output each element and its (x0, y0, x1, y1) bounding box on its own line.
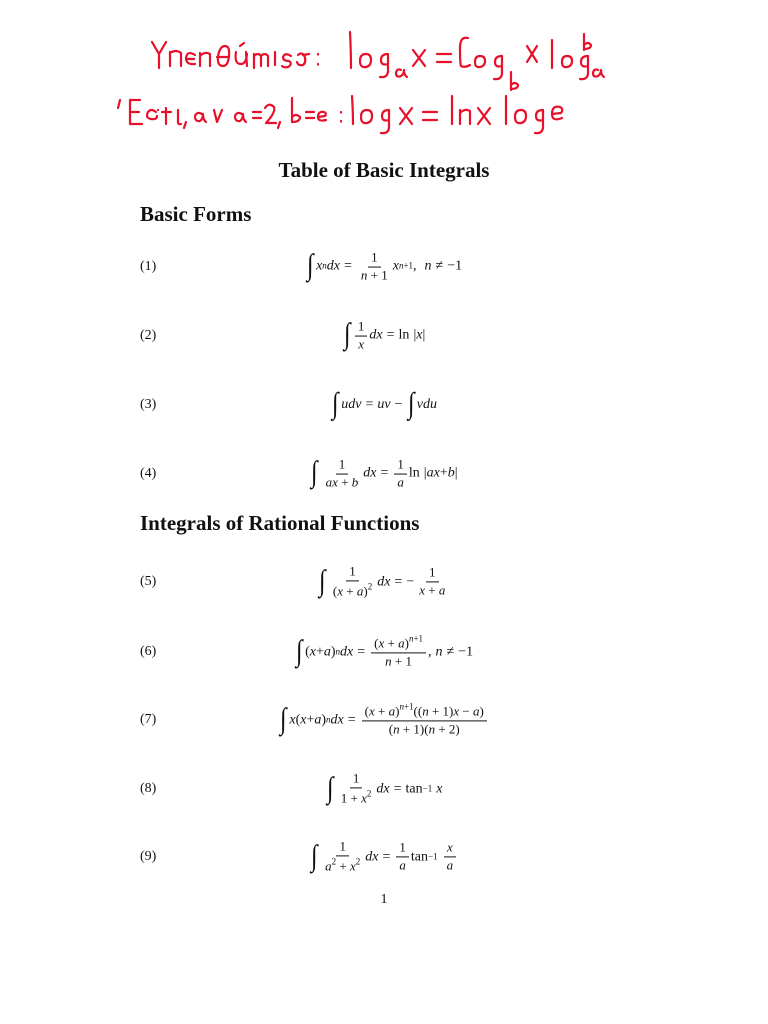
equation-row (0, 375, 768, 435)
equation-formula: ∫ x $^n$ dx = $\frac{1}{n + 1}$ x $^{n +1}$ , n ≠ −1 (306, 249, 463, 283)
equation-formula: ∫ $\frac{1}{ax + b}$ dx = $\frac{1}{a}$ ln | ax + b | (311, 456, 458, 490)
equation-formula: ∫ $\frac{1}{x}$ dx = ln | x | (343, 318, 426, 352)
equation-number: (3) (140, 397, 157, 412)
equation-number: (7) (140, 712, 157, 727)
equation-row (0, 622, 768, 682)
equation-number: (6) (140, 644, 157, 659)
equation-number: (5) (140, 574, 157, 589)
equation-number: (9) (140, 849, 157, 864)
handwritten-note (0, 0, 768, 150)
equation-row (0, 759, 768, 819)
equation-formula: ∫ $\frac{1}{a^2 + x^2}$ dx = $\frac{1}{a}$ tan $^{-1}$ $\frac{x}{a}$ (0, 839, 768, 874)
equation-row (0, 552, 768, 612)
equation-row (0, 690, 768, 750)
equation-formula: ∫ ( x + a ) $^n$ dx = $\frac{(x + a)^{n+1}}{n + 1}$ , n ≠ −1 (295, 633, 474, 669)
handwritten-note-drawing (0, 0, 768, 150)
equation-row (0, 827, 768, 887)
equation-formula: ∫ udv = uv − ∫ vdu (331, 387, 437, 420)
equation-number: (4) (140, 466, 157, 481)
equation-formula: ∫ $\frac{1}{(x + a)^2}$ dx = − $\frac{1}{x + a}$ (318, 563, 446, 599)
equation-number: (8) (140, 781, 157, 796)
equation-number: (1) (140, 259, 157, 274)
equation-number: (2) (140, 328, 157, 343)
page-number: 1 (380, 892, 388, 907)
section-heading-basic-forms: Basic Forms (140, 202, 252, 226)
equation-formula: ∫ $\frac{1}{1 + x^2}$ dx = tan $^{-1}$ x (326, 770, 443, 806)
section-heading-rational-functions: Integrals of Rational Functions (140, 511, 420, 535)
document-title: Table of Basic Integrals (278, 158, 490, 182)
equation-row (0, 306, 768, 366)
equation-formula: ∫ x ( x + a ) $^n$ dx = $\frac{(x + a)^{n+1}((n + 1)x - a)}{(n + 1)(n + 2)}$ (0, 702, 768, 737)
equation-row (0, 444, 768, 504)
equation-row (0, 237, 768, 297)
